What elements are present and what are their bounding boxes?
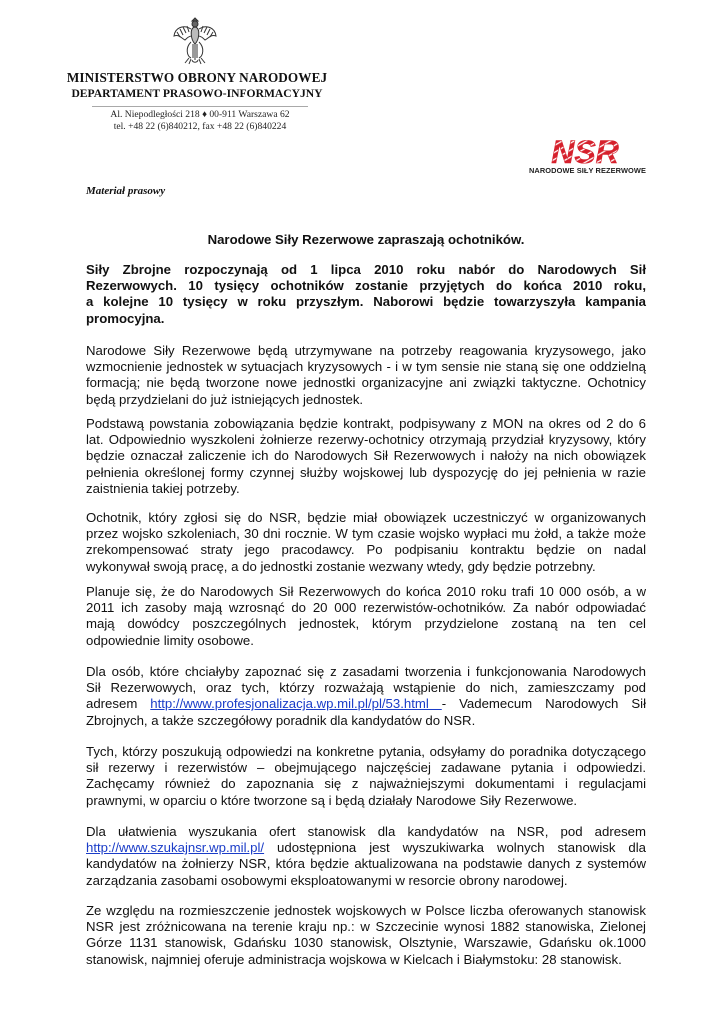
nsr-logo-mark-icon bbox=[527, 137, 643, 167]
text-line: Dla osób, które chciałyby zapoznać się z zasadami tworzenia i funkcjonowania Narodowych bbox=[86, 664, 646, 679]
text-line: prawnymi, w oparciu o które tworzone są i będą działały Narodowe Siły Rezerwowe. bbox=[86, 792, 578, 808]
paragraph-2 bbox=[86, 416, 646, 497]
text-line: a kolejne 10 tysięcy w roku przyszłym. Naborowi będzie towarzyszyła kampania bbox=[86, 294, 646, 310]
department-name: DEPARTAMENT PRASOWO-INFORMACYJNY bbox=[71, 87, 323, 100]
text-line: Tych, którzy poszukują odpowiedzi na konkretne pytania, odsyłamy do poradnika dotyczącego bbox=[86, 744, 646, 759]
text-line: Siły Zbrojne rozpoczynają od 1 lipca 2010 roku nabór do Narodowych Sił bbox=[86, 262, 646, 277]
text-line: Zachęcamy również do zapoznania się z najważniejszymi dokumentami i regulacjami bbox=[86, 776, 646, 792]
header-divider bbox=[92, 106, 308, 107]
text-line: 2011 ich zasoby mają wzrosnąć do 20 000 rezerwistów-ochotników. Za nabór odpowiadać bbox=[86, 600, 646, 616]
postal-address: Al. Niepodległości 218 ♦ 00-911 Warszawa 62 bbox=[110, 109, 290, 120]
szukajnsr-link[interactable]: http://www.szukajnsr.wp.mil.pl/ bbox=[86, 840, 265, 856]
text-line: będą przydzielani do już istniejących jednostek. bbox=[86, 391, 364, 407]
text-line: formacją; nie będą tworzone nowe jednostki organizacyjne ani związki taktyczne. Ochotnicy bbox=[86, 375, 646, 391]
paragraph-7 bbox=[86, 824, 646, 889]
text-line: promocyjna. bbox=[86, 310, 165, 326]
text-line: wzmocnienie jednostek w sytuacjach kryzysowych - i w tym sensie nie staną się one oddzielną bbox=[86, 359, 646, 375]
text-line: lat. Odpowiednio wyszkoleni żołnierze rezerwy-ochotnicy otrzymają przydział kryzysowy, który bbox=[86, 432, 646, 448]
text-line: pełnienia określonej formy czynnej służby wojskowej lub dyspozycję do jej pełnienia w razie bbox=[86, 464, 646, 480]
paragraph-8 bbox=[86, 903, 646, 968]
polish-eagle-emblem-icon bbox=[171, 14, 219, 66]
text-line: zrekompensować straty jego pracodawcy. Po podpisaniu kontraktu będzie on nadal bbox=[86, 542, 646, 558]
text-line bbox=[86, 840, 646, 856]
text-line: Ochotnik, który zgłosi się do NSR, będzie miał obowiązek uczestniczyć w organizowanych bbox=[86, 510, 646, 525]
text-line: przez wojsko szkoleniach, 30 dni rocznie. W tym czasie wojsko wypłaci mu żołd, a także może bbox=[86, 526, 646, 542]
phone-fax: tel. +48 22 (6)840212, fax +48 22 (6)840224 bbox=[113, 121, 287, 132]
text-line: Sił Rezerwowych, oraz tych, którzy rozważają wstąpienie do nich, zamieszczamy pod bbox=[86, 680, 646, 696]
text-line: mają dowódcy poszczególnych jednostek, którym przydzielone zostaną na ten cel bbox=[86, 616, 646, 632]
paragraph-1 bbox=[86, 343, 646, 408]
text-line: NSR jest zróżnicowana na terenie kraju np.: w Szczecinie wynosi 1882 stanowiska, Zielonej bbox=[86, 919, 646, 935]
text-line: Narodowe Siły Rezerwowe będą utrzymywane na potrzeby reagowania kryzysowego, jako bbox=[86, 343, 646, 358]
nsr-logo-subtitle: NARODOWE SIŁY REZERWOWE bbox=[529, 166, 646, 175]
lead-paragraph bbox=[86, 262, 646, 327]
text-line: wykonywał swoją pracę, a do jednostki zostanie wezwany wtedy, gdy będzie potrzebny. bbox=[86, 558, 596, 574]
text-line: sił rezerwy i rezerwistów – obejmującego najczęściej zadawane pytania i odpowiedzi. bbox=[86, 760, 646, 776]
text-fragment: udostępniona jest wyszukiwarka wolnych stanowisk dla bbox=[264, 840, 646, 856]
text-fragment: adresem bbox=[86, 696, 151, 712]
profesjonalizacja-link[interactable]: http://www.profesjonalizacja.wp.mil.pl/pl/53.html bbox=[150, 696, 442, 712]
text-line: Zbrojnych, a także szczegółowy poradnik dla kandydatów do NSR. bbox=[86, 712, 476, 728]
text-line: zarządzania zasobami osobowymi eksploatowanymi w resorcie obrony narodowej. bbox=[86, 872, 568, 888]
text-line: Rezerwowych. 10 tysięcy ochotników zostanie przyjętych do końca 2010 roku, bbox=[86, 278, 646, 294]
svg-text:NSR: NSR bbox=[551, 137, 619, 167]
paragraph-6 bbox=[86, 744, 646, 809]
text-line: Podstawą powstania zobowiązania będzie kontrakt, podpisywany z MON na okres od 2 do 6 bbox=[86, 416, 646, 431]
text-line: będzie oznaczał zaliczenie ich do Narodowych Sił Rezerwowych i nałoży na nich obowiązek bbox=[86, 448, 646, 464]
paragraph-3 bbox=[86, 510, 646, 575]
ministry-heading bbox=[55, 70, 339, 101]
text-line: stanowisk, najmniej oferuje administracja wojskowa w Kielcach i Białymstoku: 28 stanowisk. bbox=[86, 951, 622, 967]
text-line: zaistnienia takiej potrzeby. bbox=[86, 480, 240, 496]
text-line bbox=[86, 696, 646, 712]
text-line: Dla ułatwienia wyszukania ofert stanowisk dla kandydatów na NSR, pod adresem bbox=[86, 824, 646, 839]
text-line: Górze 1131 stanowisk, Gdańsku 1030 stanowisk, Olsztynie, Warszawie, Gdańsku ok.1000 bbox=[86, 935, 646, 951]
text-line: odpowiednie limity osobowe. bbox=[86, 632, 254, 648]
text-line: Ze względu na rozmieszczenie jednostek wojskowych w Polsce liczba oferowanych stanowisk bbox=[86, 903, 646, 918]
document-title: Narodowe Siły Rezerwowe zapraszają ochotników. bbox=[207, 232, 525, 247]
ministry-name: MINISTERSTWO OBRONY NARODOWEJ bbox=[66, 70, 328, 85]
text-line: Planuje się, że do Narodowych Sił Rezerwowych do końca 2010 roku trafi 10 000 osób, a w bbox=[86, 584, 646, 599]
text-fragment: - Vademecum Narodowych Sił bbox=[441, 696, 647, 712]
text-line: kandydatów na żołnierzy NSR, która będzie aktualizowana na podstawie danych z systemów bbox=[86, 856, 646, 872]
document-label: Materiał prasowy bbox=[86, 185, 166, 197]
address-block bbox=[62, 109, 338, 133]
paragraph-5 bbox=[86, 664, 646, 729]
paragraph-4 bbox=[86, 584, 646, 649]
